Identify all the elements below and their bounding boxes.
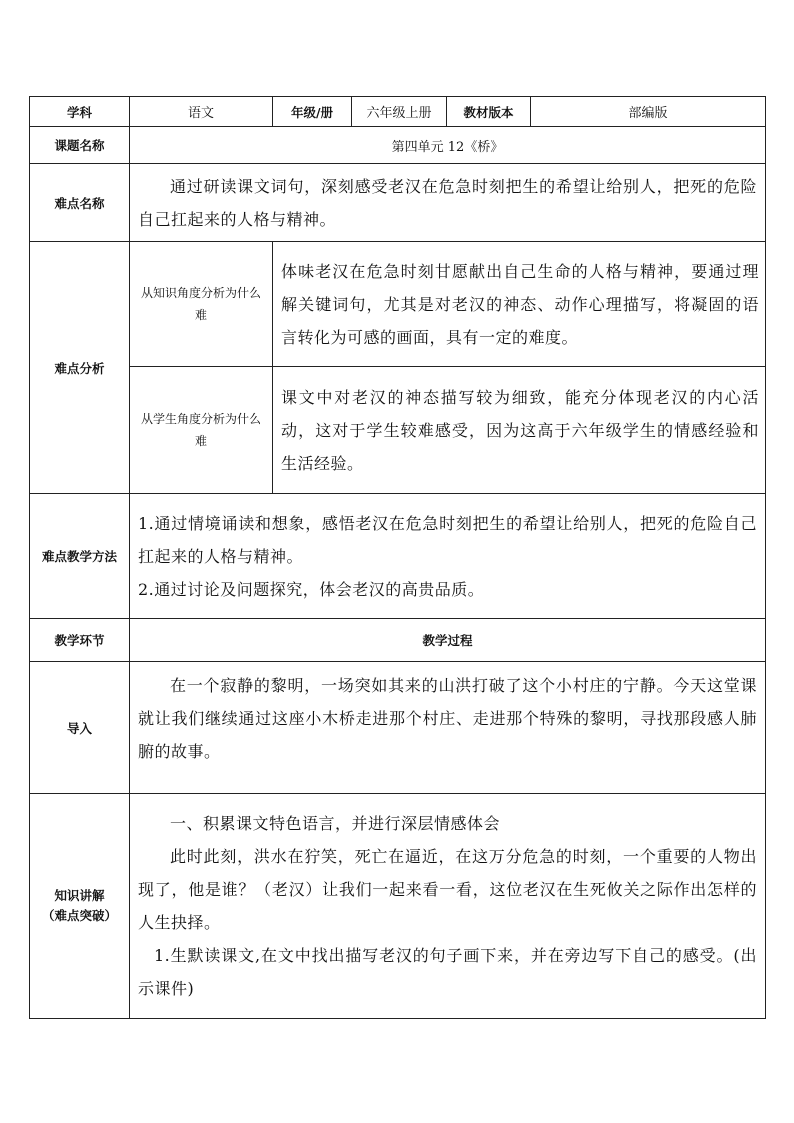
method-label: 难点教学方法 <box>30 494 130 619</box>
knowledge-label: 知识讲解 <box>54 888 105 903</box>
header-row <box>30 97 766 127</box>
course-row <box>30 127 766 164</box>
step-label: 教学环节 <box>30 619 130 662</box>
analysis-label: 难点分析 <box>30 242 130 494</box>
lesson-plan-table <box>29 96 766 1019</box>
grade-label: 年级/册 <box>273 97 352 127</box>
intro-row <box>30 662 766 794</box>
subject-label: 学科 <box>30 97 130 127</box>
edition-value: 部编版 <box>531 97 766 127</box>
lesson-plan-sheet <box>29 96 765 1019</box>
method-row <box>30 494 766 619</box>
grade-value: 六年级上册 <box>352 97 447 127</box>
intro-text: 在一个寂静的黎明，一场突如其来的山洪打破了这个小村庄的宁静。今天这堂课就让我们继续通过这座小木桥走进那个村庄、走进那个特殊的黎明，寻找那段感人肺腑的故事。 <box>138 676 758 761</box>
process-header-row <box>30 619 766 662</box>
knowledge-row <box>30 794 766 1019</box>
knowledge-heading: 一、积累课文特色语言，并进行深层情感体会 <box>170 814 501 833</box>
analysis-knowledge-row <box>30 242 766 367</box>
difficulty-row <box>30 164 766 242</box>
analysis-student-row <box>30 367 766 494</box>
student-angle-label: 从学生角度分析为什么难 <box>130 367 273 494</box>
student-angle-text: 课文中对老汉的神态描写较为细致，能充分体现老汉的内心活动，这对于学生较难感受，因为这高于六年级学生的情感经验和生活经验。 <box>281 387 760 473</box>
knowledge-angle-text: 体味老汉在危急时刻甘愿献出自己生命的人格与精神，要通过理解关键词句，尤其是对老汉的神态、动作心理描写，将凝固的语言转化为可感的画面，具有一定的难度。 <box>281 261 760 347</box>
knowledge-sublabel: （难点突破） <box>41 908 117 923</box>
method-item: 2.通过讨论及问题探究，体会老汉的高贵品质。 <box>138 579 485 599</box>
method-item: 1.通过情境诵读和想象，感悟老汉在危急时刻把生的希望让给别人，把死的危险自己扛起来的人格与精神。 <box>138 513 758 566</box>
course-label: 课题名称 <box>30 127 130 164</box>
knowledge-angle-label: 从知识角度分析为什么难 <box>130 242 273 367</box>
subject-value: 语文 <box>130 97 273 127</box>
course-value: 第四单元 12《桥》 <box>130 127 766 164</box>
knowledge-paragraph: 此时此刻，洪水在狞笑，死亡在逼近，在这万分危急的时刻，一个重要的人物出现了，他是谁？（老汉）让我们一起来看一看，这位老汉在生死攸关之际作出怎样的人生抉择。 <box>138 847 758 932</box>
process-label: 教学过程 <box>130 619 766 662</box>
edition-label: 教材版本 <box>447 97 531 127</box>
knowledge-task: 1.生默读课文,在文中找出描写老汉的句子画下来，并在旁边写下自己的感受。(出示课件) <box>138 946 758 998</box>
difficulty-label: 难点名称 <box>30 164 130 242</box>
difficulty-text: 通过研读课文词句，深刻感受老汉在危急时刻把生的希望让给别人，把死的危险自己扛起来的人格与精神。 <box>138 176 758 229</box>
intro-label: 导入 <box>30 662 130 794</box>
